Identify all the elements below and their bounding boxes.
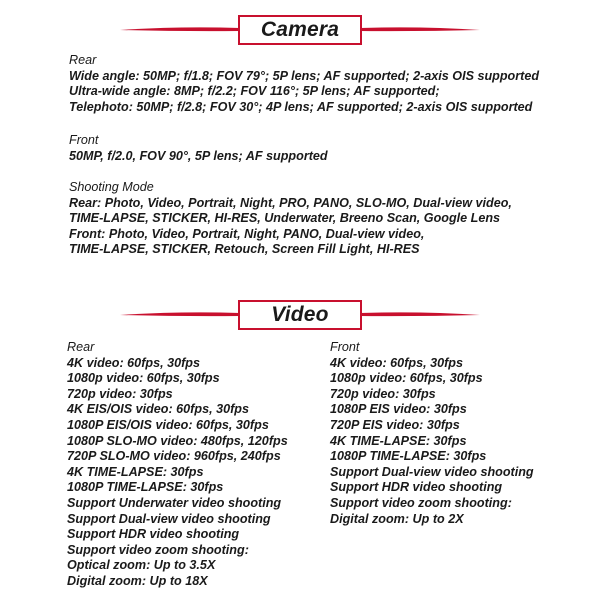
shooting-mode-line: TIME-LAPSE, STICKER, HI-RES, Underwater, Breeno Scan, Google Lens: [69, 211, 501, 226]
video-rear-line: 1080P TIME-LAPSE: 30fps: [67, 480, 224, 495]
video-rear-line: Support Dual-view video shooting: [67, 511, 271, 526]
camera-front-specs: [69, 133, 328, 164]
video-rear-line: 4K video: 60fps, 30fps: [67, 355, 200, 370]
camera-title-box: [238, 15, 362, 45]
camera-rear-line: Telephoto: 50MP; f/2.8; FOV 30°; 4P lens; AF supported; 2-axis OIS supported: [69, 99, 533, 114]
video-rear-line: 1080P SLO-MO video: 480fps, 120fps: [67, 433, 288, 448]
video-rear-line: 1080P EIS/OIS video: 60fps, 30fps: [67, 417, 269, 432]
video-front-line: Support HDR video shooting: [330, 480, 503, 495]
video-rear-specs: [67, 340, 288, 590]
video-rear-line: Support video zoom shooting:: [67, 542, 249, 557]
camera-title: Camera: [260, 18, 340, 41]
video-front-line: 4K TIME-LAPSE: 30fps: [330, 433, 467, 448]
camera-rear-line: Ultra-wide angle: 8MP; f/2.2; FOV 116°; 5P lens; AF supported;: [69, 84, 440, 99]
video-front-line: 4K video: 60fps, 30fps: [330, 355, 463, 370]
camera-rear-line: Wide angle: 50MP; f/1.8; FOV 79°; 5P lens; AF supported; 2-axis OIS supported: [69, 68, 540, 83]
video-rear-line: Optical zoom: Up to 3.5X: [67, 558, 216, 573]
camera-rear-specs: [69, 53, 539, 115]
video-front-line: 720p video: 30fps: [330, 386, 436, 401]
camera-front-heading: Front: [69, 133, 99, 147]
video-front-specs: [330, 340, 534, 527]
camera-section-header: [0, 9, 600, 43]
shooting-mode-line: Rear: Photo, Video, Portrait, Night, PRO, PANO, SLO-MO, Dual-view video,: [69, 195, 512, 210]
video-rear-line: 4K TIME-LAPSE: 30fps: [67, 464, 204, 479]
video-rear-line: 720p video: 30fps: [67, 386, 173, 401]
video-rear-line: 1080p video: 60fps, 30fps: [67, 371, 220, 386]
video-front-line: Support Dual-view video shooting: [330, 464, 534, 479]
video-rear-line: 720P SLO-MO video: 960fps, 240fps: [67, 449, 281, 464]
video-rear-line: Support Underwater video shooting: [67, 495, 282, 510]
video-rear-line: Digital zoom: Up to 18X: [67, 573, 208, 588]
video-front-line: Digital zoom: Up to 2X: [330, 511, 464, 526]
video-front-line: 1080p video: 60fps, 30fps: [330, 371, 483, 386]
video-section-header: [0, 294, 600, 328]
camera-rear-heading: Rear: [69, 53, 97, 67]
shooting-mode-line: Front: Photo, Video, Portrait, Night, PANO, Dual-view video,: [69, 226, 425, 241]
video-front-line: 1080P TIME-LAPSE: 30fps: [330, 449, 487, 464]
video-front-line: 720P EIS video: 30fps: [330, 417, 460, 432]
video-title: Video: [271, 303, 329, 326]
shooting-mode-specs: [69, 180, 512, 258]
video-front-line: 1080P EIS video: 30fps: [330, 402, 467, 417]
video-title-box: [238, 300, 362, 330]
video-rear-line: 4K EIS/OIS video: 60fps, 30fps: [67, 402, 249, 417]
video-rear-heading: Rear: [67, 340, 95, 354]
video-front-line: Support video zoom shooting:: [330, 495, 512, 510]
video-rear-line: Support HDR video shooting: [67, 527, 240, 542]
camera-front-line: 50MP, f/2.0, FOV 90°, 5P lens; AF supported: [69, 148, 328, 163]
shooting-mode-heading: Shooting Mode: [69, 180, 154, 194]
shooting-mode-line: TIME-LAPSE, STICKER, Retouch, Screen Fill Light, HI-RES: [69, 242, 420, 257]
video-front-heading: Front: [330, 340, 360, 354]
